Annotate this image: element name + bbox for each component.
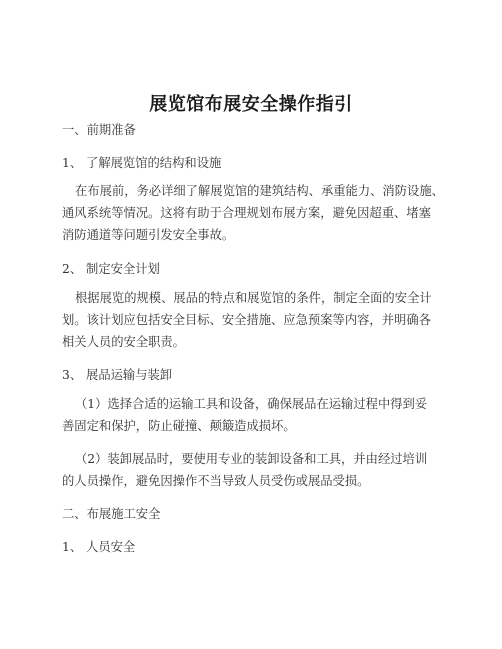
paragraph-line: 消防通道等问题引发安全事故。 [62, 228, 235, 242]
paragraph-line: （1）选择合适的运输工具和设备，确保展品在运输过程中得到妥 [75, 397, 428, 411]
subheading-safety-plan: 2、 制定安全计划 [62, 262, 160, 276]
subheading-personnel-safety: 1、 人员安全 [62, 540, 136, 554]
document-title: 展览馆布展安全操作指引 [149, 94, 353, 115]
subheading-understand-venue: 1、 了解展览馆的结构和设施 [62, 156, 222, 170]
paragraph-line: 在布展前，务必详细了解展览馆的建筑结构、承重能力、消防设施、 [75, 184, 444, 198]
paragraph-line: 的人员操作，避免因操作不当导致人员受伤或展品受损。 [62, 474, 370, 488]
section-heading-preparation: 一、前期准备 [62, 123, 136, 137]
subheading-transport: 3、 展品运输与装卸 [62, 368, 173, 382]
paragraph-line: 划。该计划应包括安全目标、安全措施、应急预案等内容，并明确各 [62, 313, 431, 327]
paragraph-line: 通风系统等情况。这将有助于合理规划布展方案，避免因超重、堵塞 [62, 206, 431, 220]
section-heading-construction: 二、布展施工安全 [62, 507, 161, 521]
paragraph-line: 相关人员的安全职责。 [62, 335, 185, 349]
paragraph-line: 根据展览的规模、展品的特点和展览馆的条件，制定全面的安全计 [75, 291, 432, 305]
paragraph-line: （2）装卸展品时，要使用专业的装卸设备和工具，并由经过培训 [75, 452, 428, 466]
paragraph-line: 善固定和保护，防止碰撞、颠簸造成损坏。 [62, 419, 296, 433]
